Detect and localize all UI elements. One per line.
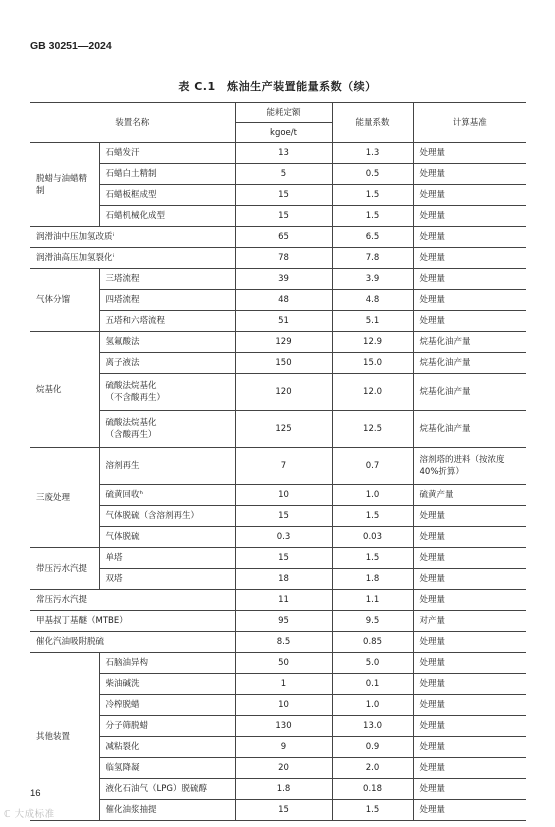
table-row	[30, 206, 526, 227]
group-cell: 三废处理	[30, 448, 99, 548]
table-row	[30, 227, 526, 248]
quota-cell: 129	[235, 332, 332, 353]
basis-cell: 处理量	[413, 206, 526, 227]
quota-cell: 51	[235, 311, 332, 332]
table-row	[30, 758, 526, 779]
quota-cell: 130	[235, 716, 332, 737]
basis-cell	[413, 448, 526, 485]
quota-cell: 8.5	[235, 632, 332, 653]
table-row	[30, 374, 526, 411]
table-row	[30, 164, 526, 185]
quota-cell: 10	[235, 695, 332, 716]
coef-cell: 7.8	[332, 248, 413, 269]
header-basis: 计算基准	[413, 103, 526, 143]
unit-name-cell: 石蜡发汗	[99, 143, 235, 164]
unit-name-cell: 石蜡机械化成型	[99, 206, 235, 227]
standard-number: GB 30251—2024	[30, 40, 112, 52]
quota-cell: 50	[235, 653, 332, 674]
quota-cell: 13	[235, 143, 332, 164]
unit-name-cell: 石脑油异构	[99, 653, 235, 674]
unit-name-cell: 单塔	[99, 548, 235, 569]
quota-cell: 15	[235, 185, 332, 206]
quota-cell: 7	[235, 448, 332, 485]
coef-cell: 0.9	[332, 737, 413, 758]
table-row	[30, 411, 526, 448]
unit-name-line2: （含酸再生）	[105, 430, 157, 440]
coef-cell: 0.7	[332, 448, 413, 485]
coef-cell: 3.9	[332, 269, 413, 290]
coef-cell: 12.9	[332, 332, 413, 353]
energy-coefficient-table	[30, 102, 526, 821]
unit-name-cell: 减粘裂化	[99, 737, 235, 758]
group-cell: 其他装置	[30, 653, 99, 821]
unit-name-cell: 催化汽油吸附脱硫	[30, 632, 235, 653]
table-row	[30, 248, 526, 269]
basis-line1: 溶剂塔的进料（按浓度	[419, 455, 505, 465]
unit-name-cell: 离子液法	[99, 353, 235, 374]
unit-name-cell: 气体脱硫（含溶剂再生）	[99, 506, 235, 527]
coef-cell: 4.8	[332, 290, 413, 311]
coef-cell: 2.0	[332, 758, 413, 779]
quota-cell: 15	[235, 800, 332, 821]
basis-cell: 处理量	[413, 311, 526, 332]
coef-cell: 0.5	[332, 164, 413, 185]
basis-cell: 烷基化油产量	[413, 353, 526, 374]
table-row	[30, 590, 526, 611]
header-energy-quota: 能耗定额	[235, 103, 332, 123]
basis-cell: 处理量	[413, 758, 526, 779]
coef-cell: 6.5	[332, 227, 413, 248]
unit-name-cell: 三塔流程	[99, 269, 235, 290]
unit-name-cell: 催化油浆抽提	[99, 800, 235, 821]
table-row	[30, 506, 526, 527]
table-row	[30, 332, 526, 353]
basis-cell: 处理量	[413, 653, 526, 674]
unit-name-line1: 硫酸法烷基化	[105, 418, 157, 428]
coef-cell: 0.03	[332, 527, 413, 548]
quota-cell: 120	[235, 374, 332, 411]
unit-name-cell: 氢氟酸法	[99, 332, 235, 353]
quota-cell: 95	[235, 611, 332, 632]
basis-line2: 40%折算）	[419, 467, 464, 477]
basis-cell: 处理量	[413, 695, 526, 716]
table-row	[30, 653, 526, 674]
unit-name-cell: 润滑油高压加氢裂化ⁱ	[30, 248, 235, 269]
coef-cell: 13.0	[332, 716, 413, 737]
group-cell: 烷基化	[30, 332, 99, 448]
basis-cell: 烷基化油产量	[413, 411, 526, 448]
basis-cell: 处理量	[413, 800, 526, 821]
table-row	[30, 800, 526, 821]
unit-name-cell	[99, 411, 235, 448]
basis-cell: 处理量	[413, 185, 526, 206]
table-row	[30, 674, 526, 695]
basis-cell: 处理量	[413, 164, 526, 185]
group-cell: 带压污水汽提	[30, 548, 99, 590]
table-title: 表 C.1 炼油生产装置能量系数（续）	[178, 80, 377, 93]
table-row	[30, 353, 526, 374]
basis-cell: 处理量	[413, 737, 526, 758]
table-row	[30, 269, 526, 290]
coef-cell: 12.5	[332, 411, 413, 448]
quota-cell: 150	[235, 353, 332, 374]
quota-cell: 15	[235, 506, 332, 527]
coef-cell: 1.3	[332, 143, 413, 164]
coef-cell: 1.5	[332, 185, 413, 206]
group-cell: 脱蜡与油蜡精制	[30, 143, 99, 227]
coef-cell: 1.1	[332, 590, 413, 611]
coef-cell: 1.0	[332, 695, 413, 716]
basis-cell: 处理量	[413, 716, 526, 737]
quota-cell: 11	[235, 590, 332, 611]
unit-name-cell: 石蜡板框成型	[99, 185, 235, 206]
unit-name-cell: 双塔	[99, 569, 235, 590]
page-number: 16	[30, 788, 41, 799]
quota-cell: 5	[235, 164, 332, 185]
coef-cell: 1.5	[332, 800, 413, 821]
quota-cell: 15	[235, 548, 332, 569]
unit-name-cell: 润滑油中压加氢改质ⁱ	[30, 227, 235, 248]
table-row	[30, 611, 526, 632]
quota-cell: 39	[235, 269, 332, 290]
unit-name-line2: （不含酸再生）	[105, 393, 166, 403]
basis-cell: 硫黄产量	[413, 485, 526, 506]
basis-cell: 处理量	[413, 527, 526, 548]
unit-name-cell: 柴油碱洗	[99, 674, 235, 695]
basis-cell: 处理量	[413, 290, 526, 311]
unit-name-cell: 气体脱硫	[99, 527, 235, 548]
unit-name-cell: 四塔流程	[99, 290, 235, 311]
coef-cell: 15.0	[332, 353, 413, 374]
coef-cell: 1.5	[332, 548, 413, 569]
quota-cell: 9	[235, 737, 332, 758]
header-unit-name: 装置名称	[30, 103, 235, 143]
quota-cell: 1.8	[235, 779, 332, 800]
watermark-logo: ℂ 大成标准	[4, 809, 55, 820]
unit-name-cell: 常压污水汽提	[30, 590, 235, 611]
unit-name-cell: 溶剂再生	[99, 448, 235, 485]
coef-cell: 9.5	[332, 611, 413, 632]
coef-cell: 0.85	[332, 632, 413, 653]
basis-cell: 处理量	[413, 227, 526, 248]
coef-cell: 1.5	[332, 206, 413, 227]
unit-name-cell: 冷榨脱蜡	[99, 695, 235, 716]
unit-name-cell: 五塔和六塔流程	[99, 311, 235, 332]
basis-cell: 处理量	[413, 569, 526, 590]
table-row	[30, 143, 526, 164]
basis-cell: 处理量	[413, 548, 526, 569]
unit-name-cell: 液化石油气（LPG）脱硫醇	[99, 779, 235, 800]
quota-cell: 65	[235, 227, 332, 248]
coef-cell: 1.0	[332, 485, 413, 506]
coef-cell: 0.1	[332, 674, 413, 695]
unit-name-cell	[99, 374, 235, 411]
quota-cell: 0.3	[235, 527, 332, 548]
coef-cell: 1.8	[332, 569, 413, 590]
basis-cell: 处理量	[413, 506, 526, 527]
coef-cell: 0.18	[332, 779, 413, 800]
quota-cell: 18	[235, 569, 332, 590]
quota-cell: 1	[235, 674, 332, 695]
basis-cell: 处理量	[413, 779, 526, 800]
quota-cell: 78	[235, 248, 332, 269]
basis-cell: 对产量	[413, 611, 526, 632]
table-row	[30, 569, 526, 590]
coef-cell: 5.1	[332, 311, 413, 332]
basis-cell: 处理量	[413, 674, 526, 695]
basis-cell: 处理量	[413, 248, 526, 269]
unit-name-cell: 临氢降凝	[99, 758, 235, 779]
table-row	[30, 737, 526, 758]
table-row	[30, 716, 526, 737]
table-row	[30, 779, 526, 800]
basis-cell: 烷基化油产量	[413, 332, 526, 353]
unit-name-cell: 甲基叔丁基醚（MTBE）	[30, 611, 235, 632]
table-row	[30, 632, 526, 653]
unit-name-line1: 硫酸法烷基化	[105, 381, 157, 391]
table-row	[30, 695, 526, 716]
quota-cell: 20	[235, 758, 332, 779]
coef-cell: 1.5	[332, 506, 413, 527]
table-row	[30, 485, 526, 506]
table-row	[30, 448, 526, 485]
quota-cell: 10	[235, 485, 332, 506]
table-row	[30, 527, 526, 548]
group-cell: 气体分馏	[30, 269, 99, 332]
header-energy-unit: kgoe/t	[235, 123, 332, 143]
basis-cell: 处理量	[413, 143, 526, 164]
quota-cell: 125	[235, 411, 332, 448]
table-row	[30, 311, 526, 332]
basis-cell: 处理量	[413, 269, 526, 290]
basis-cell: 处理量	[413, 590, 526, 611]
table-row	[30, 548, 526, 569]
basis-cell: 处理量	[413, 632, 526, 653]
unit-name-cell: 石蜡白土精制	[99, 164, 235, 185]
table-row	[30, 290, 526, 311]
coef-cell: 5.0	[332, 653, 413, 674]
basis-cell: 烷基化油产量	[413, 374, 526, 411]
table-row	[30, 185, 526, 206]
coef-cell: 12.0	[332, 374, 413, 411]
quota-cell: 48	[235, 290, 332, 311]
header-coefficient: 能量系数	[332, 103, 413, 143]
unit-name-cell: 硫黄回收ʰ	[99, 485, 235, 506]
unit-name-cell: 分子筛脱蜡	[99, 716, 235, 737]
quota-cell: 15	[235, 206, 332, 227]
